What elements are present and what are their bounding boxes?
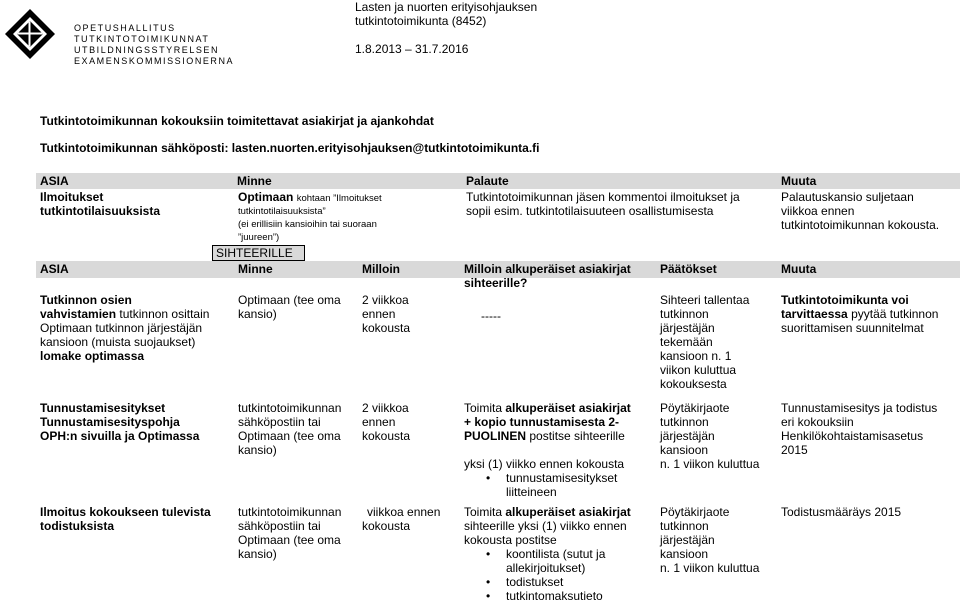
optimaan-label: Optimaan [238, 190, 294, 204]
cell-line: Pöytäkirjaote [660, 401, 730, 415]
list-item [464, 589, 631, 603]
row2-orig-docs [464, 401, 631, 499]
cell-line: + kopio tunnustamisesta 2- [464, 415, 620, 429]
cell-line: kokousta [362, 321, 411, 335]
list-item [464, 547, 631, 575]
row2-muuta [781, 401, 937, 457]
cell-line: järjestäjän [660, 533, 715, 547]
cell-line: Tutkintotoimikunnan jäsen kommentoi ilmoitukset ja [466, 190, 740, 204]
cell-line: kansio) [238, 307, 277, 321]
row3-orig-docs [464, 505, 631, 603]
cell-line: Ilmoitus kokoukseen tulevista [40, 505, 211, 519]
cell-line: n. 1 viikon kuluttua [660, 457, 760, 471]
committee-name: Lasten ja nuorten erityisohjauksen [355, 0, 538, 14]
cell-line: eri kokouksiin [781, 415, 854, 429]
cell-line: PUOLINEN [464, 429, 527, 443]
header-line: sihteerille? [464, 276, 528, 290]
cell-line: kansioon [660, 547, 709, 561]
cell-line: Henkilökohtaistamisasetus [781, 429, 924, 443]
cell-line: tutkintotilaisuuksista [40, 204, 161, 218]
cell-line: lomake optimassa [40, 349, 145, 363]
list-item [464, 575, 631, 589]
table1-col-minne: Minne [237, 174, 272, 188]
cell-line: kohtaan ”Ilmoitukset [296, 193, 382, 204]
organization-name [74, 23, 234, 67]
row3-milloin [362, 505, 441, 533]
row1-minne [238, 293, 341, 321]
table1-col-asia: ASIA [40, 174, 69, 188]
committee-code: tutkintotoimikunta (8452) [355, 14, 487, 28]
cell-line: tarvittaessa [781, 307, 848, 321]
row1-muuta [781, 293, 938, 335]
cell-line: (ei erillisiin kansioihin tai suoraan [238, 219, 377, 230]
cell-line: viikon kuluttua [660, 363, 737, 377]
table1-minne-cell [238, 190, 382, 244]
cell-line: kansio) [238, 547, 277, 561]
cell-line: tutkinnon osittain [119, 307, 210, 321]
table2-col-minne: Minne [238, 262, 273, 276]
cell-line: Todistusmääräys 2015 [781, 505, 902, 519]
org-line: UTBILDNINGSSTYRELSEN [74, 45, 220, 55]
list-item-text: koontilista (sutut ja [506, 547, 606, 561]
cell-line: kansioon [660, 443, 709, 457]
cell-line: kokouksesta [660, 377, 727, 391]
cell-line: postitse sihteerille [529, 429, 625, 443]
table2-col-asia: ASIA [40, 262, 69, 276]
table2-col-milloin: Milloin [362, 262, 400, 276]
org-line: TUTKINTOTOIMIKUNNAT [74, 34, 210, 44]
date-range: 1.8.2013 – 31.7.2016 [355, 42, 469, 56]
cell-line: Tutkinnon osien [40, 293, 132, 307]
cell-line: alkuperäiset asiakirjat [505, 505, 631, 519]
cell-line: sopii esim. tutkintotilaisuuteen osallistumisesta [466, 204, 714, 218]
cell-line: Toimita [464, 505, 503, 519]
cell-line: vahvistamien [40, 307, 117, 321]
cell-line: ennen [362, 415, 396, 429]
cell-line: kansio) [238, 443, 277, 457]
org-line: EXAMENSKOMMISSIONERNA [74, 56, 235, 66]
table2-col-orig-docs [464, 261, 631, 291]
cell-line: kokousta [362, 519, 411, 533]
cell-line: pyytää tutkinnon [851, 307, 939, 321]
cell-line: Pöytäkirjaote [660, 505, 730, 519]
row1-milloin [362, 293, 410, 335]
list-item-text: tunnustamisesitykset [506, 471, 618, 485]
logo-icon [4, 8, 56, 60]
row3-asia [40, 505, 211, 533]
cell-line: järjestäjän [660, 321, 715, 335]
row3-minne [238, 505, 341, 561]
cell-line: Tunnustamisesityspohja [40, 415, 180, 429]
header-line: Milloin alkuperäiset asiakirjat [464, 262, 631, 276]
cell-line: järjestäjän [660, 429, 715, 443]
cell-line: n. 1 viikon kuluttua [660, 561, 760, 575]
row2-minne [238, 401, 341, 457]
cell-line: kokousta postitse [464, 533, 557, 547]
cell-line: Tutkintotoimikunta voi [781, 293, 909, 307]
cell-line: Sihteeri tallentaa [660, 293, 750, 307]
cell-line: Palautuskansio suljetaan [781, 190, 914, 204]
table1-col-palaute: Palaute [466, 174, 509, 188]
cell-line: Optimaan (tee oma [238, 293, 341, 307]
cell-line: ennen [362, 307, 396, 321]
row1-paatokset [660, 293, 749, 391]
cell-line: Tunnustamisesitykset [40, 401, 166, 415]
row3-muuta [781, 505, 901, 519]
cell-line: Tunnustamisesitys ja todistus [781, 401, 938, 415]
cell-line: kansioon n. 1 [660, 349, 732, 363]
table1-muuta-cell [781, 190, 939, 232]
org-line: OPETUSHALLITUS [74, 23, 176, 33]
cell-line: viikkoa ennen [367, 505, 441, 519]
row1-orig-docs: ----- [481, 309, 501, 323]
cell-line: 2 viikkoa [362, 401, 409, 415]
cell-line: tutkinnon [660, 307, 709, 321]
cell-line: sähköpostiin tai [238, 415, 321, 429]
row3-bullet-list [464, 547, 631, 603]
cell-line: Optimaan tutkinnon järjestäjän [40, 321, 203, 335]
cell-line: Optimaan (tee oma [238, 429, 341, 443]
row3-paatokset [660, 505, 759, 575]
cell-line: todistuksista [40, 519, 115, 533]
cell-line: tutkintotoimikunnan [238, 505, 342, 519]
row2-milloin [362, 401, 410, 443]
cell-line: tutkinnon [660, 415, 709, 429]
cell-line: tekemään [660, 335, 713, 349]
cell-line: tutkinnon [660, 519, 709, 533]
committee-info [355, 0, 537, 56]
table2-col-muuta: Muuta [781, 262, 817, 276]
list-item-text: todistukset [506, 575, 564, 589]
cell-line: 2 viikkoa [362, 293, 409, 307]
table1-col-muuta: Muuta [781, 174, 817, 188]
list-item-text: liitteineen [506, 485, 557, 499]
cell-line: kansioon (muista suojaukset) [40, 335, 196, 349]
cell-line: alkuperäiset asiakirjat [505, 401, 631, 415]
page-title: Tutkintotoimikunnan kokouksiin toimitettavat asiakirjat ja ajankohdat [40, 114, 434, 128]
row2-asia [40, 401, 199, 443]
table2-col-paatokset: Päätökset [660, 262, 717, 276]
email-line: Tutkintotoimikunnan sähköposti: lasten.nuorten.erityisohjauksen@tutkintotoimikunta.fi [40, 141, 540, 155]
cell-line: tutkintotilaisuuksista” [238, 206, 326, 217]
row1-asia [40, 293, 209, 363]
cell-line: sähköpostiin tai [238, 519, 321, 533]
list-item-text: tutkintomaksutieto [506, 589, 603, 603]
row2-bullet-list [464, 471, 631, 499]
list-item-text: allekirjoitukset) [506, 561, 586, 575]
row2-paatokset [660, 401, 759, 471]
cell-line: Ilmoitukset [40, 190, 104, 204]
cell-line: ”juureen”) [238, 232, 280, 243]
cell-line: sihteerille yksi (1) viikko ennen [464, 519, 627, 533]
cell-line: Optimaan (tee oma [238, 533, 341, 547]
cell-line: Toimita [464, 401, 503, 415]
cell-line: yksi (1) viikko ennen kokousta [464, 457, 625, 471]
sihteerille-label: SIHTEERILLE [212, 245, 305, 261]
cell-line: kokousta [362, 429, 411, 443]
cell-line: OPH:n sivuilla ja Optimassa [40, 429, 200, 443]
cell-line: tutkintotoimikunnan [238, 401, 342, 415]
list-item [464, 471, 631, 499]
cell-line: suorittamisen suunnitelmat [781, 321, 924, 335]
table1-asia-cell [40, 190, 160, 218]
cell-line: tutkintotoimikunnan kokousta. [781, 218, 940, 232]
cell-line: 2015 [781, 443, 808, 457]
table1-palaute-cell [466, 190, 740, 218]
cell-line: viikkoa ennen [781, 204, 855, 218]
